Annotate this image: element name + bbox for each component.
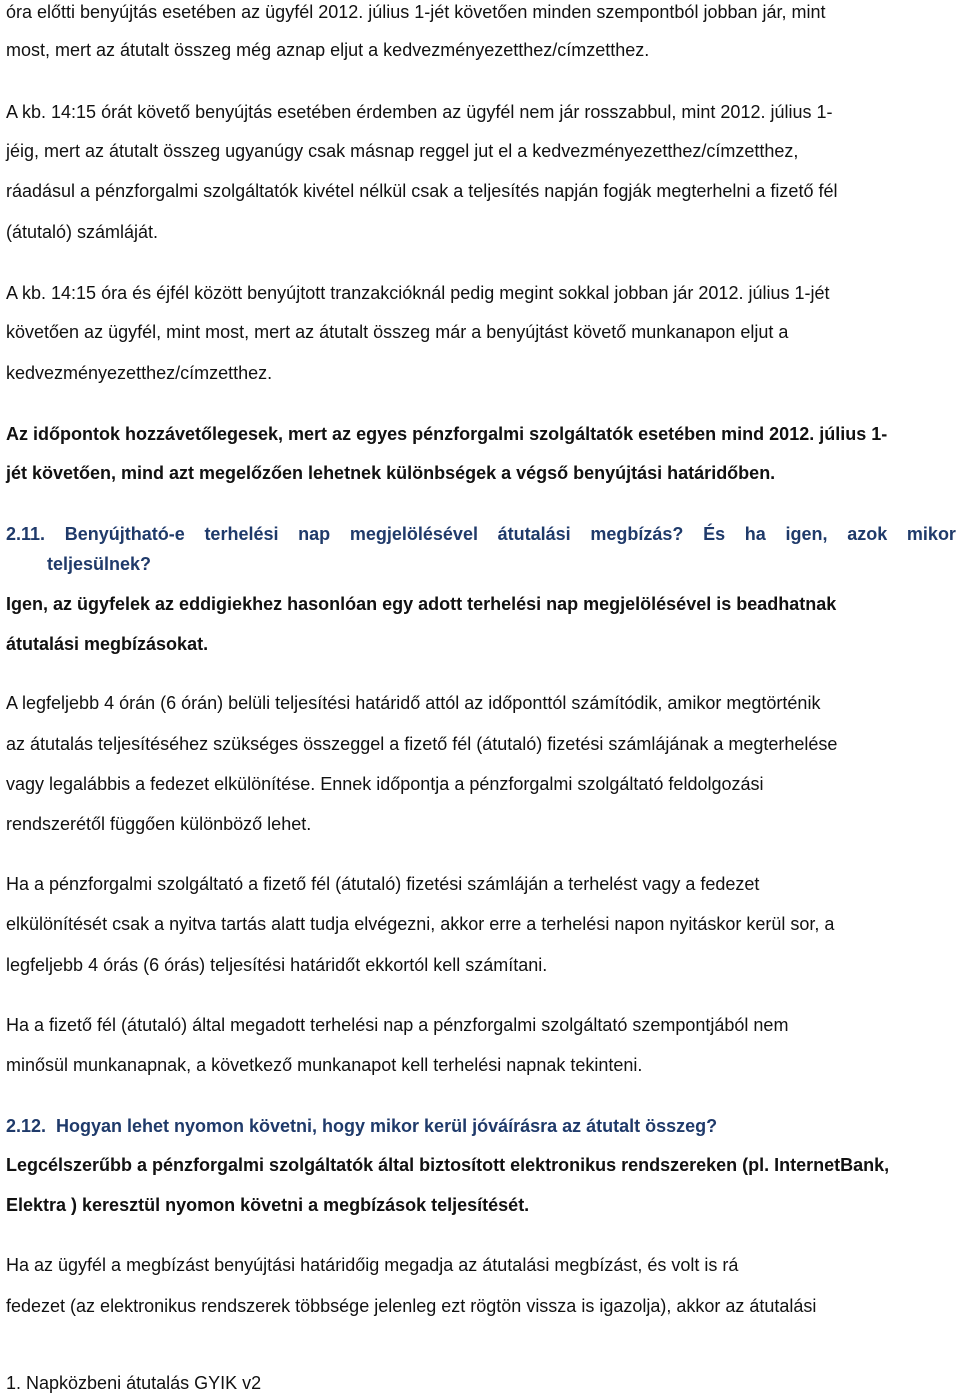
paragraph-line: elkülönítését csak a nyitva tartás alatt tudja elvégezni, akkor erre a terhelési napon nyitáskor kerül sor, a (6, 914, 835, 934)
heading-word: 2.11. (6, 524, 46, 544)
heading-text: Hogyan lehet nyomon követni, hogy mikor kerül jóváírásra az átutalt összeg? (56, 1116, 718, 1136)
heading-word: igen, (785, 524, 828, 544)
paragraph-line: óra előtti benyújtás esetében az ügyfél 2012. július 1-jét követően minden szempontból jobban jár, mint (6, 2, 826, 22)
heading-word: nap (298, 524, 331, 544)
paragraph-line: jéig, mert az átutalt összeg ugyanúgy csak másnap reggel jut el a kedvezményezetthez/címzetthez, (6, 141, 799, 161)
section-heading-2-11-continued: teljesülnek? (47, 554, 152, 574)
answer-line: Legcélszerűbb a pénzforgalmi szolgáltatók által biztosított elektronikus rendszereken (pl. InternetBank, (6, 1155, 890, 1175)
paragraph-line: fedezet (az elektronikus rendszerek többsége jelenleg ezt rögtön vissza is igazolja), akkor az átutalási (6, 1296, 817, 1316)
heading-word: terhelési (204, 524, 279, 544)
paragraph-line: Ha a pénzforgalmi szolgáltató a fizető fél (átutaló) fizetési számláján a terhelést vagy a fedezet (6, 874, 760, 894)
bold-note-line: Az időpontok hozzávetőlegesek, mert az egyes pénzforgalmi szolgáltatók esetében mind 2012. július 1- (6, 424, 888, 444)
paragraph-line: legfeljebb 4 órás (6 órás) teljesítési határidőt ekkortól kell számítani. (6, 955, 548, 975)
answer-line: átutalási megbízásokat. (6, 634, 209, 654)
bold-note-line: jét követően, mind azt megelőzően lehetnek különbségek a végső benyújtási határidőben. (6, 463, 776, 483)
paragraph-line: Ha az ügyfél a megbízást benyújtási határidőig megadja az átutalási megbízást, és volt is rá (6, 1255, 739, 1275)
heading-word: Benyújtható-e (64, 524, 185, 544)
heading-word: azok (847, 524, 888, 544)
paragraph-line: (átutaló) számláját. (6, 222, 159, 242)
paragraph-line: ráadásul a pénzforgalmi szolgáltatók kivétel nélkül csak a teljesítés napján fogják megterhelni a fizető fél (6, 181, 838, 201)
section-heading-2-12 (6, 1115, 717, 1137)
paragraph-line: A kb. 14:15 óra és éjfél között benyújtott tranzakcióknál pedig megint sokkal jobban jár 2012. július 1-jét (6, 283, 830, 303)
paragraph-line: követően az ügyfél, mint most, mert az átutalt összeg már a benyújtást követő munkanapon eljut a (6, 322, 789, 342)
paragraph-line: A kb. 14:15 órát követő benyújtás esetében érdemben az ügyfél nem jár rosszabbul, mint 2012. július 1- (6, 102, 833, 122)
paragraph-line: most, mert az átutalt összeg még aznap eljut a kedvezményezetthez/címzetthez. (6, 40, 650, 60)
heading-word: átutalási (497, 524, 571, 544)
paragraph-line: Ha a fizető fél (átutaló) által megadott terhelési nap a pénzforgalmi szolgáltató szempontjából nem (6, 1015, 789, 1035)
answer-line: Elektra ) keresztül nyomon követni a megbízások teljesítését. (6, 1195, 530, 1215)
heading-word: megjelölésével (349, 524, 478, 544)
paragraph-line: kedvezményezetthez/címzetthez. (6, 363, 273, 383)
heading-word: megbízás? (590, 524, 684, 544)
paragraph-line: A legfeljebb 4 órán (6 órán) belüli teljesítési határidő attól az időponttól számítódik, amikor megtörténik (6, 693, 821, 713)
answer-line: Igen, az ügyfelek az eddigiekhez hasonlóan egy adott terhelési nap megjelölésével is beadhatnak (6, 594, 837, 614)
paragraph-line: rendszerétől függően különböző lehet. (6, 814, 312, 834)
heading-word: ha (744, 524, 766, 544)
paragraph-line: az átutalás teljesítéséhez szükséges összeggel a fizető fél (átutaló) fizetési számlájának a megterhelése (6, 734, 838, 754)
paragraph-line: minősül munkanapnak, a következő munkanapot kell terhelési napnak tekinteni. (6, 1055, 643, 1075)
section-heading-2-11 (6, 523, 956, 545)
heading-word: És (703, 524, 726, 544)
paragraph-line: vagy legalábbis a fedezet elkülönítése. Ennek időpontja a pénzforgalmi szolgáltató feldolgozási (6, 774, 764, 794)
page-footer: 1. Napközbeni átutalás GYIK v2 (6, 1373, 262, 1393)
heading-word: mikor (906, 524, 956, 544)
heading-number: 2.12. (6, 1116, 47, 1136)
